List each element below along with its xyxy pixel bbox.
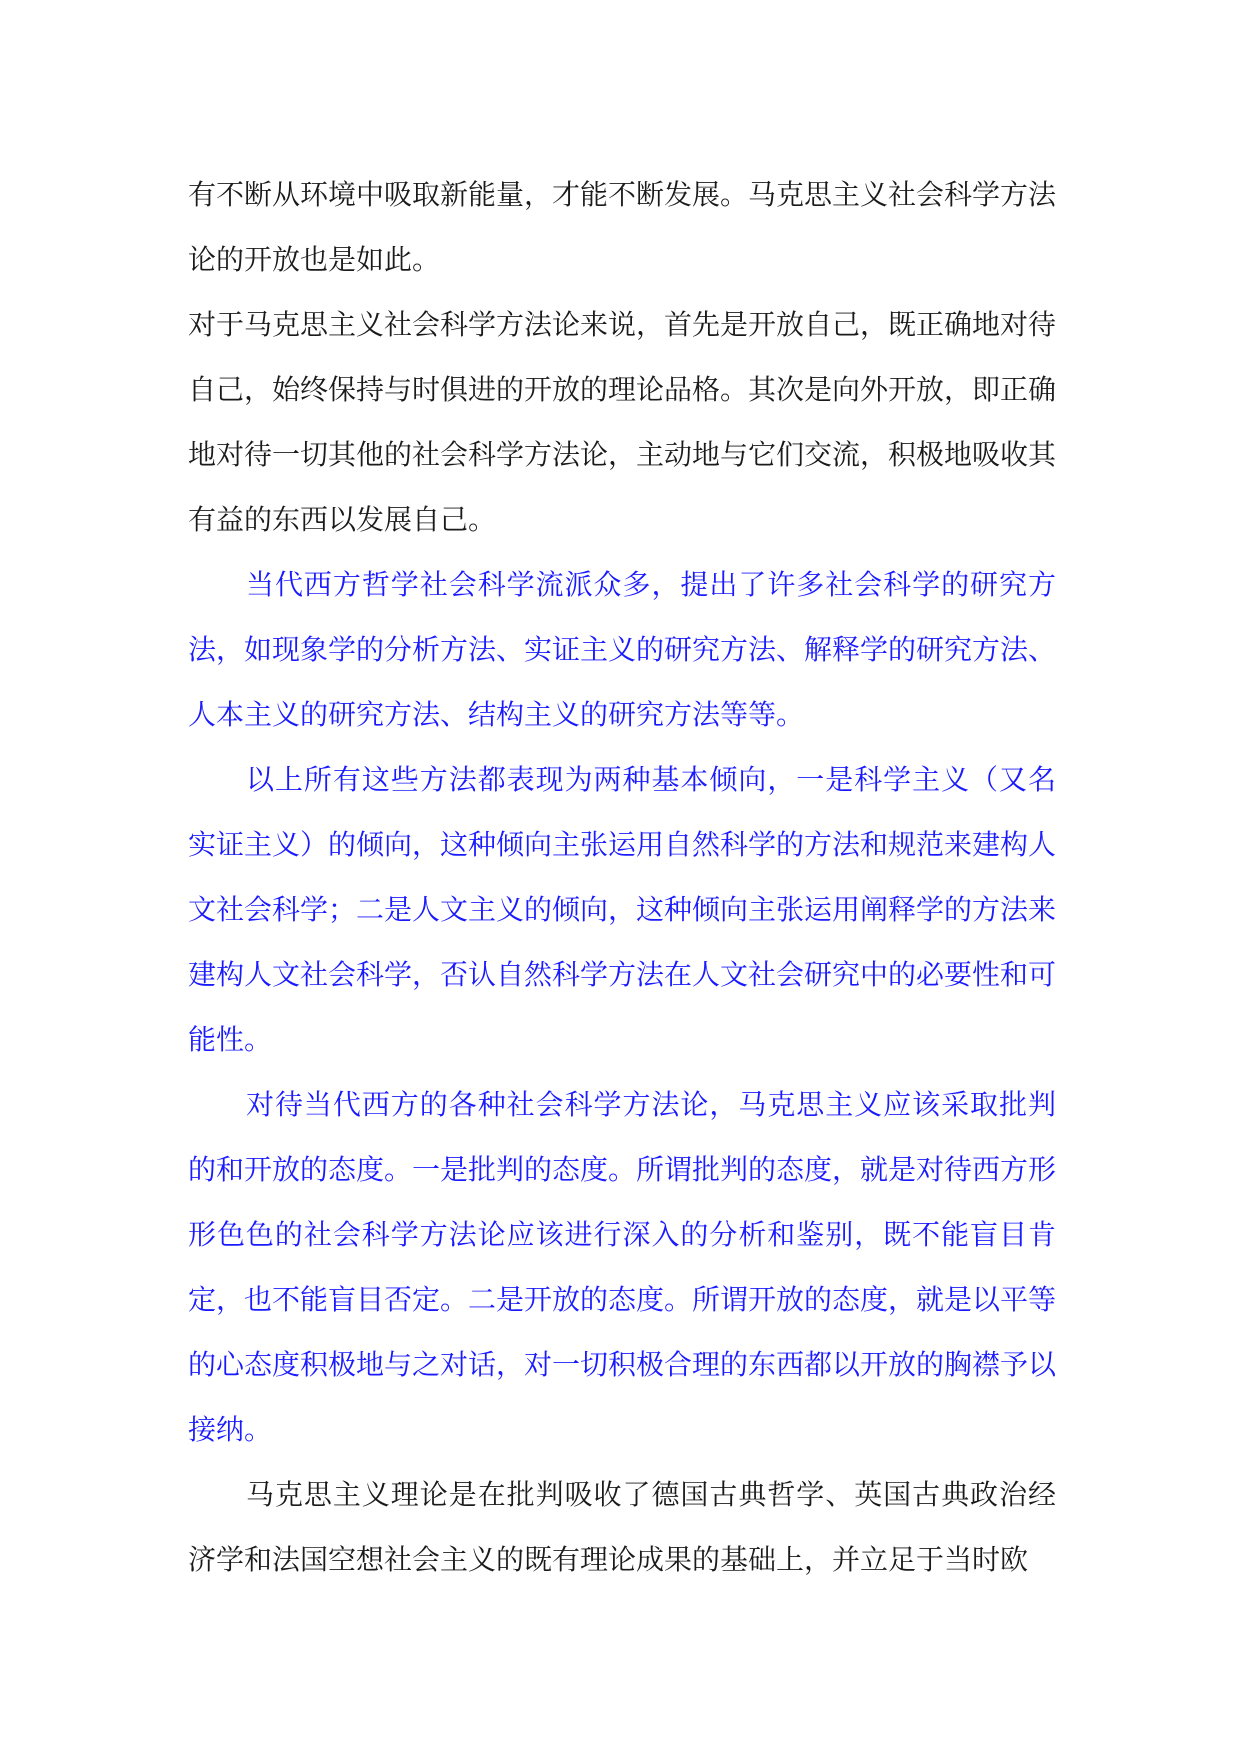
paragraph-5: 对待当代西方的各种社会科学方法论，马克思主义应该采取批判的和开放的态度。一是批判的态度。所谓批判的态度，就是对待西方形形色色的社会科学方法论应该进行深入的分析和鉴别，既不能盲目肯定，也不能盲目否定。二是开放的态度。所谓开放的态度，就是以平等的心态度积极地与之对话，对一切积极合理的东西都以开放的胸襟予以接纳。 — [188, 1088, 1057, 1446]
document-page — [188, 162, 1056, 1592]
paragraph-3: 当代西方哲学社会科学流派众多，提出了许多社会科学的研究方法，如现象学的分析方法、实证主义的研究方法、解释学的研究方法、人本主义的研究方法、结构主义的研究方法等等。 — [188, 568, 1057, 731]
paragraph-6: 马克思主义理论是在批判吸收了德国古典哲学、英国古典政治经济学和法国空想社会主义的既有理论成果的基础上，并立足于当时欧 — [188, 1478, 1056, 1576]
paragraph-4: 以上所有这些方法都表现为两种基本倾向，一是科学主义（又名实证主义）的倾向，这种倾向主张运用自然科学的方法和规范来建构人文社会科学；二是人文主义的倾向，这种倾向主张运用阐释学的方法来建构人文社会科学，否认自然科学方法在人文社会研究中的必要性和可能性。 — [188, 763, 1057, 1056]
paragraph-2: 对于马克思主义社会科学方法论来说，首先是开放自己，既正确地对待自己，始终保持与时俱进的开放的理论品格。其次是向外开放，即正确地对待一切其他的社会科学方法论，主动地与它们交流，积极地吸收其有益的东西以发展自己。 — [188, 308, 1057, 536]
paragraph-1: 有不断从环境中吸取新能量，才能不断发展。马克思主义社会科学方法论的开放也是如此。 — [188, 178, 1057, 276]
